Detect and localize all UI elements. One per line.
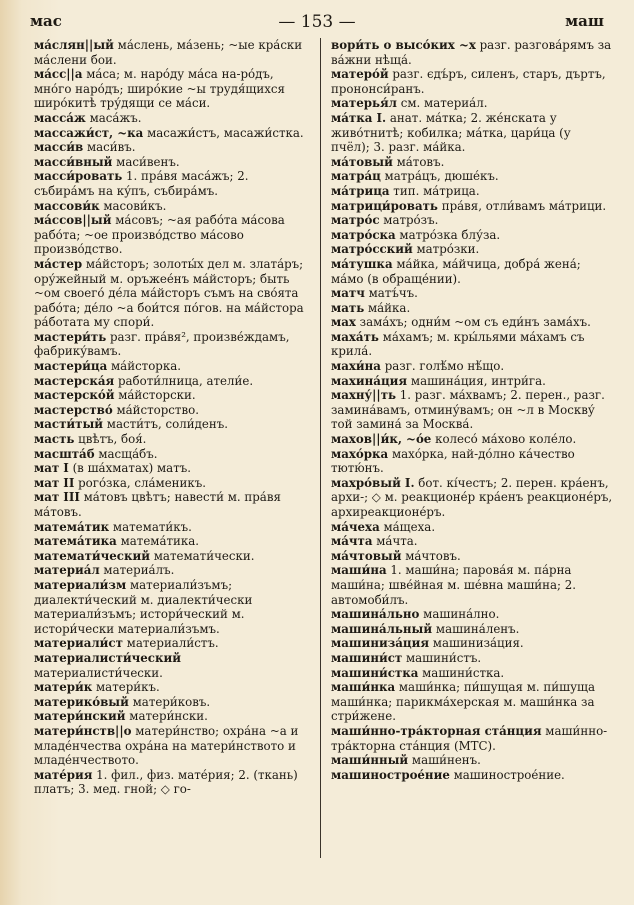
entry-definition: ма́чтовъ. <box>401 548 461 563</box>
entry-headword: массови́к <box>34 198 100 213</box>
dictionary-entry <box>34 330 312 359</box>
entry-definition: математи́чески. <box>150 548 255 563</box>
entry-definition: машина́лно. <box>419 607 500 622</box>
dictionary-entry <box>34 374 312 389</box>
dictionary-entry <box>331 359 613 374</box>
entry-definition: материали́стъ. <box>122 636 219 651</box>
header-left-guideword: мас <box>30 12 62 30</box>
dictionary-entry <box>331 96 613 111</box>
entry-definition: 1. фил., физ. мате́рия; 2. (ткань) платъ; 3. мед. гной; ◇ го- <box>34 767 298 797</box>
entry-headword: матч <box>331 286 365 301</box>
entry-headword: мастерско́й <box>34 388 115 403</box>
dictionary-entry <box>331 228 613 243</box>
entry-definition: 1. пра́вя маса́жъ; 2. събира́мъ на ку́пъ, събира́мъ. <box>34 169 249 198</box>
dictionary-entry <box>34 140 312 155</box>
entry-headword: мат II <box>34 475 75 490</box>
column-divider <box>320 38 321 858</box>
entry-headword: машиниза́ция <box>331 636 430 651</box>
entry-definition: работи́лница, атели́е. <box>114 373 254 388</box>
entry-headword: материали́ст <box>34 636 123 651</box>
dictionary-entry <box>34 490 312 519</box>
dictionary-entry <box>34 636 312 651</box>
dictionary-entry <box>331 534 613 549</box>
entry-definition: материали́зъмъ; диалекти́ческий м. диалекти́чески материали́зъмъ; истори́ческий м. истори́чески материали́зъмъ. <box>34 577 253 636</box>
entry-definition: ма́йсторски. <box>114 388 196 403</box>
entry-headword: матери́нств||о <box>34 723 132 738</box>
entry-definition: ма́чта. <box>372 534 418 549</box>
entry-definition: махо́рка, най-до́лно ка́чество тютю́нъ. <box>331 446 575 476</box>
entry-headword: махов||и́к, ~о́е <box>331 432 432 447</box>
entry-headword: матери́к <box>34 680 93 695</box>
dictionary-entry <box>331 301 613 316</box>
entry-headword: маши́нка <box>331 680 396 695</box>
dictionary-entry <box>34 461 312 476</box>
dictionary-entry <box>331 199 613 214</box>
entry-headword: ма́слян||ый <box>34 38 114 52</box>
dictionary-entry <box>331 666 613 681</box>
entry-definition: ма́йсторка. <box>107 359 182 374</box>
entry-definition: материа́лъ. <box>99 563 175 578</box>
dictionary-entry <box>34 126 312 141</box>
dictionary-entry <box>331 520 613 535</box>
entry-headword: ма́чтовый <box>331 548 402 563</box>
entry-headword: махро́вый I. <box>331 475 415 490</box>
entry-headword: ма́тушка <box>331 256 393 271</box>
entry-definition: 1. маши́на; парова́я м. па́рна маши́на; шве́йная м. ше́вна маши́на; 2. автомоби́лъ. <box>331 563 577 607</box>
entry-definition: пра́вя, отли́вамъ ма́трици. <box>437 198 607 213</box>
entry-headword: матема́тик <box>34 519 110 534</box>
entry-definition: ма́совъ; ~ая рабо́та ма́сова рабо́та; ~ое произво́дство ма́сово произво́дство. <box>34 213 285 257</box>
dictionary-entry <box>34 709 312 724</box>
entry-headword: матро́с <box>331 213 380 228</box>
entry-definition: тип. ма́трица. <box>389 183 480 198</box>
entry-definition: маса́жъ. <box>85 110 142 125</box>
dictionary-entry <box>331 724 613 753</box>
entry-headword: машина́льно <box>331 607 420 622</box>
dictionary-entry <box>34 651 312 680</box>
entry-headword: матра́ц <box>331 169 381 184</box>
entry-headword: машини́ст <box>331 650 403 665</box>
entry-definition: разг. єдъ́ръ, силенъ, старъ, дъртъ, прононси́ранъ. <box>331 67 606 96</box>
entry-headword: матеро́й <box>331 67 389 82</box>
entry-headword: машини́стка <box>331 665 419 680</box>
entry-headword: маха́ть <box>331 329 379 344</box>
entry-definition: машина́ция, интри́га. <box>407 373 546 388</box>
entry-definition: машини́стка. <box>418 665 505 680</box>
dictionary-entry <box>331 563 613 607</box>
entry-definition: матро́зка блу́за. <box>395 227 501 242</box>
entry-headword: масшта́б <box>34 446 95 461</box>
dictionary-entry <box>331 242 613 257</box>
dictionary-entry <box>331 315 613 330</box>
entry-definition: бот. кі́честъ; 2. перен. кра́енъ, архи-; ◇ м. реакционе́р кра́енъ реакционе́ръ, архиреакционе́ръ. <box>331 475 613 519</box>
dictionary-entry <box>34 695 312 710</box>
entry-headword: ма́тка I. <box>331 110 387 125</box>
entry-definition: ма́са; м. наро́ду ма́са на-ро́дъ, мно́го наро́дъ; широ́кие ~ы трудя́щихся широ́китѣ тру́дящи се ма́си. <box>34 67 285 111</box>
dictionary-entry <box>34 169 312 198</box>
entry-headword: масса́ж <box>34 110 86 125</box>
entry-definition: матра́цъ, дюше́къ. <box>380 169 499 184</box>
dictionary-entry <box>331 38 613 67</box>
entry-headword: махина́ция <box>331 373 408 388</box>
entry-definition: матери́нство; охра́на ~а и младе́нчества охра́на на матери́нството и младе́нчеството. <box>34 723 299 768</box>
entry-definition: см. материа́л. <box>397 96 488 111</box>
entry-definition: масажи́стъ, масажи́стка. <box>143 125 304 140</box>
entry-definition: цвѣтъ, боя́. <box>74 432 147 447</box>
dictionary-entry <box>34 388 312 403</box>
entry-definition: матъ́чъ. <box>364 286 418 301</box>
entry-definition: ма́йка, ма́йчица, добра́ жена́; ма́мо (в обраще́нии). <box>331 256 581 286</box>
entry-definition: матема́тика. <box>116 534 200 549</box>
entry-headword: матема́тика <box>34 534 117 549</box>
entry-headword: махо́рка <box>331 446 389 461</box>
dictionary-entry <box>34 155 312 170</box>
entry-definition: маши́ненъ. <box>408 753 481 768</box>
entry-headword: матерья́л <box>331 96 397 111</box>
entry-headword: масть <box>34 432 75 447</box>
entry-headword: массажи́ст, ~ка <box>34 125 144 140</box>
entry-headword: масси́ровать <box>34 169 123 184</box>
entry-headword: ма́ссов||ый <box>34 213 112 228</box>
entry-definition: ма́йсторство. <box>112 402 199 417</box>
dictionary-entry <box>34 724 312 768</box>
dictionary-entry <box>34 257 312 330</box>
dictionary-entry <box>331 753 613 768</box>
dictionary-entry <box>331 432 613 447</box>
entry-definition: (в ша́хматах) матъ. <box>68 461 191 476</box>
dictionary-entry <box>331 257 613 286</box>
entry-headword: ма́сс||а <box>34 67 83 82</box>
entry-headword: ма́стер <box>34 256 83 271</box>
dictionary-entry <box>331 184 613 199</box>
entry-headword: маши́нный <box>331 753 409 768</box>
entry-definition: масови́къ. <box>99 198 167 213</box>
dictionary-entry <box>331 374 613 389</box>
entry-definition: машини́стъ. <box>402 650 482 665</box>
dictionary-entry <box>331 636 613 651</box>
dictionary-entry <box>331 680 613 724</box>
entry-headword: мать <box>331 300 365 315</box>
entry-headword: мастерство́ <box>34 402 113 417</box>
entry-headword: мах <box>331 315 356 330</box>
entry-headword: материко́вый <box>34 694 129 709</box>
entry-definition: ма́хамъ; м. кры́льями ма́хамъ съ крила́. <box>331 329 585 359</box>
entry-headword: матери́нский <box>34 709 126 724</box>
entry-definition: разг. пра́вя², произве́ждамъ, фабрику́вамъ. <box>34 329 290 359</box>
entry-headword: мате́рия <box>34 767 93 782</box>
entry-headword: матрици́ровать <box>331 198 438 213</box>
dictionary-entry <box>331 768 613 783</box>
entry-definition: математи́къ. <box>109 519 192 534</box>
entry-headword: материали́зм <box>34 577 127 592</box>
left-column <box>34 38 312 797</box>
entry-headword: вори́ть о высо́ких ~х <box>331 38 476 52</box>
entry-definition: маши́нка; пи́шущая м. пи́шуща маши́нка; парикма́херская м. маши́нка за стри́жене. <box>331 680 596 724</box>
dictionary-entry <box>34 680 312 695</box>
dictionary-entry <box>34 534 312 549</box>
entry-definition: анат. ма́тка; 2. же́нската у живо́тнитѣ; кобилка; ма́тка, цари́ца (у пчёл); 3. разг. ма́йка. <box>331 110 571 155</box>
entry-definition: матери́ковъ. <box>128 694 211 709</box>
entry-definition: ма́товъ цвѣтъ; навести́ м. пра́вя ма́товъ. <box>34 490 281 519</box>
right-column <box>331 38 613 782</box>
dictionary-entry <box>34 578 312 636</box>
dictionary-entry <box>331 476 613 520</box>
entry-definition: ма́йсторъ; золоты́х дел м. злата́ръ; ору́жейный м. оръжее́нъ ма́йсторъ; быть ~ом своего́ де́ла ма́йсторъ съмъ на сво́ята рабо́та; де́ло ~а бои́тся по́гов. на ма́йстора ра́ботата му спори́. <box>34 256 304 330</box>
dictionary-entry <box>34 476 312 491</box>
entry-headword: мастери́ца <box>34 359 108 374</box>
entry-definition: машина́ленъ. <box>432 621 520 636</box>
entry-headword: махну́||ть <box>331 388 397 403</box>
dictionary-entry <box>331 169 613 184</box>
entry-headword: математи́ческий <box>34 548 150 563</box>
dictionary-entry <box>34 213 312 257</box>
dictionary-entry <box>34 447 312 462</box>
entry-definition: зама́хъ; одни́м ~ом съ еди́нъ зама́хъ. <box>355 315 591 330</box>
dictionary-entry <box>34 111 312 126</box>
entry-headword: махи́на <box>331 359 381 374</box>
entry-headword: ма́товый <box>331 154 393 169</box>
entry-headword: матро́ска <box>331 227 396 242</box>
entry-headword: материа́л <box>34 563 100 578</box>
entry-definition: машиниза́ция. <box>429 636 524 651</box>
dictionary-entry <box>331 111 613 155</box>
entry-definition: машинострое́ние. <box>449 767 565 782</box>
entry-headword: ма́трица <box>331 183 390 198</box>
dictionary-entry <box>331 286 613 301</box>
dictionary-entry <box>331 388 613 432</box>
entry-definition: ма́товъ. <box>392 154 445 169</box>
dictionary-entry <box>34 768 312 797</box>
dictionary-entry <box>331 67 613 96</box>
dictionary-entry <box>331 213 613 228</box>
entry-definition: рого́зка, сла́меникъ. <box>74 475 207 490</box>
entry-headword: масти́тый <box>34 417 104 432</box>
entry-definition: ма́слень, ма́зень; ~ые кра́ски ма́слени бои. <box>34 38 303 67</box>
entry-headword: мат III <box>34 490 80 505</box>
entry-definition: маси́въ. <box>83 140 136 155</box>
dictionary-entry <box>331 607 613 622</box>
entry-definition: маси́венъ. <box>112 154 180 169</box>
entry-headword: мат I <box>34 461 69 476</box>
entry-definition: маши́нно-тра́кторна ста́нция (МТС). <box>331 723 608 753</box>
dictionary-entry <box>34 417 312 432</box>
entry-headword: ма́чта <box>331 534 373 549</box>
dictionary-entry <box>331 622 613 637</box>
entry-definition: матро́зки. <box>412 242 480 257</box>
entry-definition: ма́щеха. <box>379 519 436 534</box>
dictionary-entry <box>34 563 312 578</box>
dictionary-entry <box>331 447 613 476</box>
dictionary-entry <box>34 359 312 374</box>
entry-headword: материалисти́ческий <box>34 650 182 665</box>
entry-definition: разг. разгова́рямъ за ва́жни нѣща́. <box>331 38 612 67</box>
entry-definition: масща́бъ. <box>94 446 158 461</box>
entry-headword: масси́вный <box>34 154 113 169</box>
entry-headword: машина́льный <box>331 621 433 636</box>
page-header <box>30 12 604 34</box>
page-number: — 153 — <box>278 12 356 32</box>
entry-definition: колесо́ ма́хово коле́ло. <box>431 432 577 447</box>
entry-headword: машинострое́ние <box>331 767 450 782</box>
dictionary-entry <box>34 199 312 214</box>
entry-headword: мастери́ть <box>34 329 107 344</box>
dictionary-entry <box>34 38 312 67</box>
entry-headword: маши́нно-тра́кторная ста́нция <box>331 723 542 738</box>
dictionary-entry <box>34 67 312 111</box>
entry-definition: разг. голѣ́мо нѣ́що. <box>380 359 505 374</box>
dictionary-entry <box>331 651 613 666</box>
dictionary-entry <box>331 155 613 170</box>
dictionary-entry <box>34 403 312 418</box>
entry-definition: 1. разг. ма́хвамъ; 2. перен., разг. замина́вамъ, отмину́вамъ; он ~л в Москву́ той замина́ за Москва́. <box>331 388 605 432</box>
entry-definition: материалисти́чески. <box>34 665 163 680</box>
entry-headword: матро́сский <box>331 242 413 257</box>
dictionary-entry <box>331 549 613 564</box>
entry-definition: ма́йка. <box>364 300 411 315</box>
dictionary-entry <box>34 549 312 564</box>
entry-headword: ма́чеха <box>331 519 380 534</box>
entry-definition: матро́зъ. <box>379 213 439 228</box>
dictionary-entry <box>34 520 312 535</box>
entry-headword: маши́на <box>331 563 387 578</box>
entry-definition: масти́тъ, соли́денъ. <box>103 417 228 432</box>
dictionary-entry <box>34 432 312 447</box>
entry-definition: матери́къ. <box>92 680 160 695</box>
entry-headword: мастерска́я <box>34 373 115 388</box>
header-right-guideword: маш <box>565 12 604 30</box>
entry-headword: масси́в <box>34 140 84 155</box>
entry-definition: матери́нски. <box>125 709 208 724</box>
dictionary-entry <box>331 330 613 359</box>
